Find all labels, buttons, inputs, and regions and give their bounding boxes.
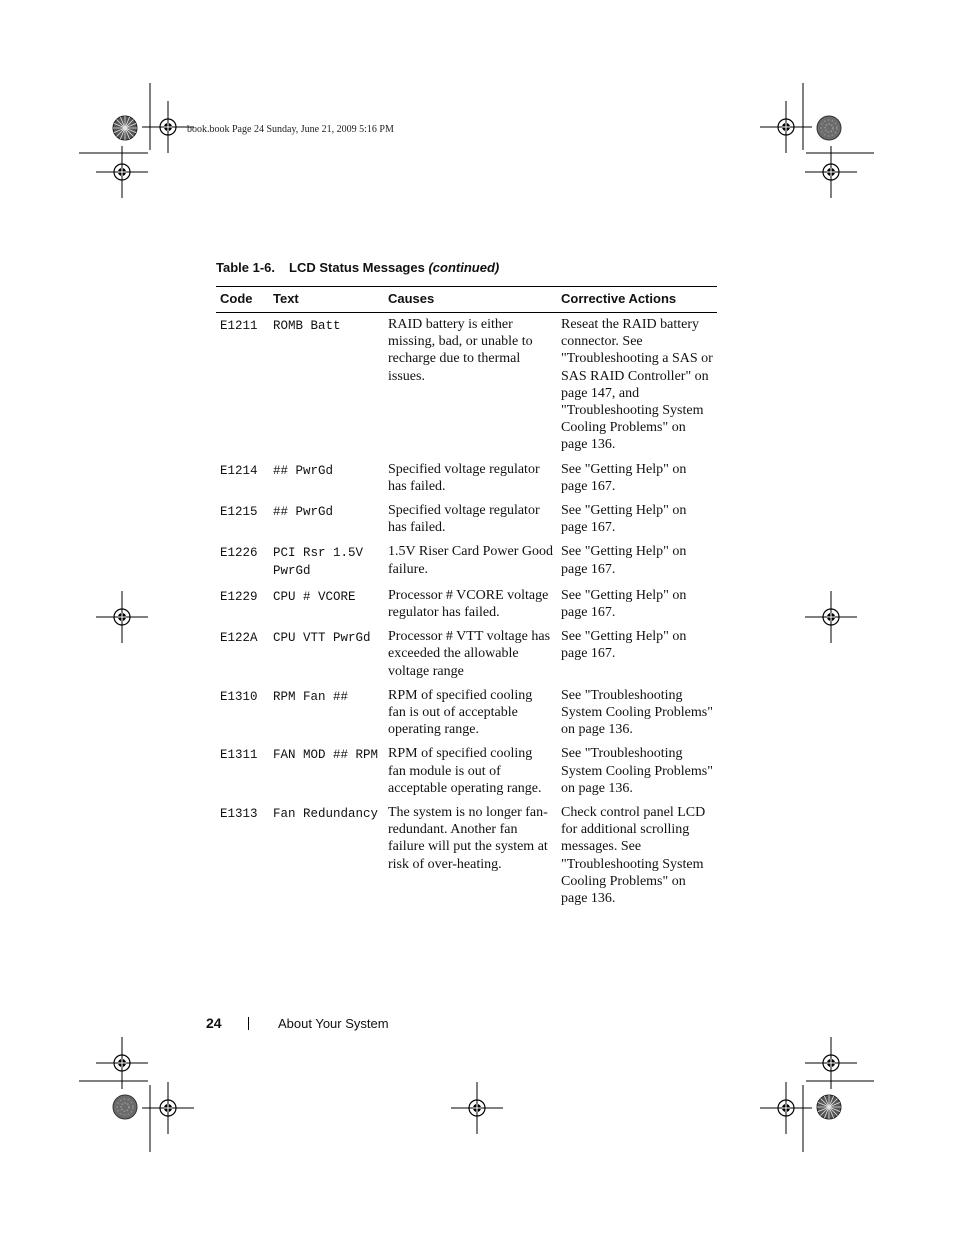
text-cell: ## PwrGd	[273, 463, 334, 478]
table-row	[216, 313, 717, 458]
table-header-row	[216, 287, 717, 313]
table-row	[216, 584, 717, 625]
actions-cell: Reseat the RAID battery connector. See "Troubleshooting a SAS or SAS RAID Controller" on page 147, and "Troubleshooting System Cooling Problems" on page 136.	[561, 317, 713, 453]
text-cell: PCI Rsr 1.5V PwrGd	[273, 546, 371, 578]
code-cell: E1214	[220, 463, 258, 478]
table-row	[216, 458, 717, 499]
code-cell: E1311	[220, 748, 258, 763]
causes-cell: Specified voltage regulator has failed.	[388, 503, 540, 536]
actions-cell: See "Getting Help" on page 167.	[561, 629, 687, 662]
column-header-code: Code	[216, 287, 269, 313]
code-cell: E1310	[220, 689, 258, 704]
actions-cell: See "Troubleshooting System Cooling Problems" on page 136.	[561, 687, 713, 738]
causes-cell: The system is no longer fan-redundant. Another fan failure will put the system at risk of over-heating.	[388, 805, 548, 872]
text-cell: FAN MOD ## RPM	[273, 748, 379, 763]
table-row	[216, 801, 717, 911]
table-row	[216, 499, 717, 540]
table-row	[216, 742, 717, 801]
causes-cell: RPM of specified cooling fan module is out of acceptable operating range.	[388, 746, 542, 796]
code-cell: E1215	[220, 505, 258, 520]
footer-divider	[248, 1017, 249, 1030]
code-cell: E1226	[220, 546, 258, 561]
code-cell: E122A	[220, 631, 258, 646]
footer-section-title: About Your System	[278, 1016, 389, 1031]
actions-cell: See "Getting Help" on page 167.	[561, 461, 687, 494]
table-row	[216, 684, 717, 743]
text-cell: ROMB Batt	[273, 319, 341, 333]
table-title: LCD Status Messages	[289, 260, 425, 275]
text-cell: CPU VTT PwrGd	[273, 631, 371, 646]
table-continued: (continued)	[428, 260, 500, 275]
causes-cell: Processor # VTT voltage has exceeded the allowable voltage range	[388, 629, 551, 679]
causes-cell: Processor # VCORE voltage regulator has failed.	[388, 587, 549, 621]
causes-cell: RPM of specified cooling fan is out of acceptable operating range.	[388, 687, 533, 738]
text-cell: ## PwrGd	[273, 505, 334, 520]
table-caption	[216, 260, 499, 275]
code-cell: E1211	[220, 319, 258, 333]
actions-cell: See "Getting Help" on page 167.	[561, 544, 687, 577]
actions-cell: Check control panel LCD for additional scrolling messages. See "Troubleshooting System Cooling Problems" on page 136.	[561, 805, 706, 907]
text-cell: Fan Redundancy	[273, 807, 379, 822]
causes-cell: Specified voltage regulator has failed.	[388, 461, 540, 494]
actions-cell: See "Getting Help" on page 167.	[561, 503, 687, 536]
actions-cell: See "Getting Help" on page 167.	[561, 587, 687, 621]
actions-cell: See "Troubleshooting System Cooling Problems" on page 136.	[561, 746, 713, 796]
causes-cell: 1.5V Riser Card Power Good failure.	[388, 544, 554, 577]
header-stamp: book.book Page 24 Sunday, June 21, 2009 5:16 PM	[187, 124, 394, 135]
lcd-status-table	[216, 286, 717, 911]
table-label: Table 1-6.	[216, 260, 276, 275]
column-header-text: Text	[269, 287, 384, 313]
column-header-causes: Causes	[384, 287, 557, 313]
column-header-actions: Corrective Actions	[557, 287, 717, 313]
text-cell: CPU # VCORE	[273, 589, 356, 604]
page-number: 24	[206, 1015, 222, 1031]
code-cell: E1313	[220, 807, 258, 822]
text-cell: RPM Fan ##	[273, 689, 349, 704]
causes-cell: RAID battery is either missing, bad, or unable to recharge due to thermal issues.	[388, 317, 533, 384]
table-row	[216, 625, 717, 684]
table-row	[216, 540, 717, 583]
code-cell: E1229	[220, 589, 258, 604]
